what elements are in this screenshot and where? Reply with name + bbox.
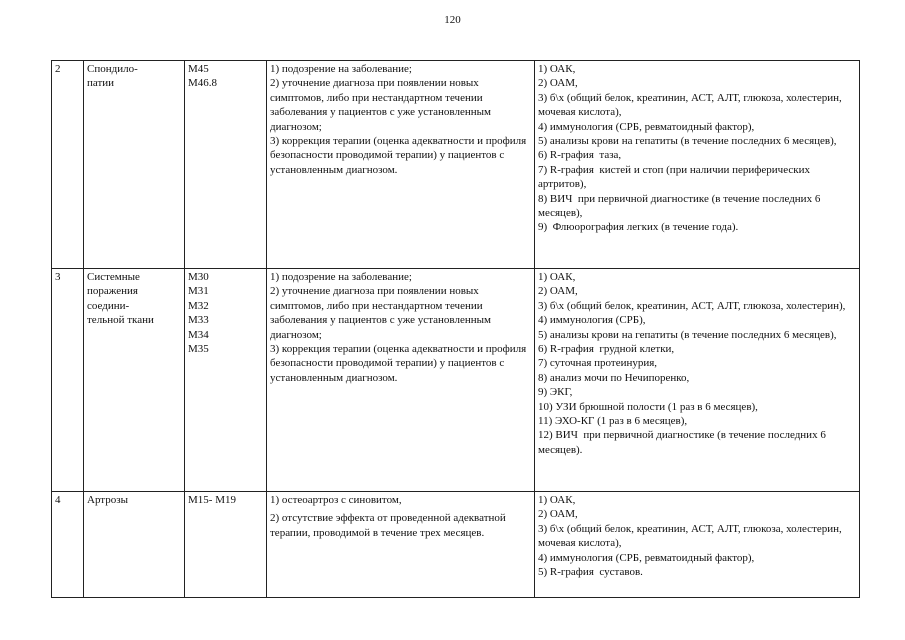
exam-item: 1) ОАК,	[538, 271, 576, 283]
exam-item: 3) б\х (общий белок, креатинин, АСТ, АЛТ, глюкоза, холестерин, мочевая кислота),	[538, 91, 845, 119]
exam-item: 7) суточная протеинурия,	[538, 357, 658, 370]
exam-item: 10) УЗИ брюшной полости (1 раз в 6 месяцев),	[538, 400, 758, 413]
icd-codes	[185, 61, 267, 269]
indication-item: 1) подозрение на заболевание;	[270, 271, 412, 283]
exam-item: 11) ЭХО-КГ (1 раз в 6 месяцев),	[538, 415, 688, 428]
disease-name-line: Системные	[87, 271, 140, 283]
page-number: 120	[444, 14, 461, 26]
examinations	[535, 269, 860, 492]
icd-code: M33	[188, 314, 209, 327]
exam-item: 3) б\х (общий белок, креатинин, АСТ, АЛТ, глюкоза, холестерин),	[538, 299, 846, 312]
disease-name-line: патии	[87, 77, 115, 90]
disease-name-line: Спондило-	[87, 63, 138, 75]
exam-item: 6) R-графия грудной клетки,	[538, 343, 675, 356]
exam-item: 9) Флюорография легких (в течение года).	[538, 221, 739, 234]
disease-name-line: тельной ткани	[87, 314, 154, 327]
examination-table	[51, 60, 860, 598]
row-number: 3	[52, 269, 84, 492]
indication-item: 2) уточнение диагноза при появлении новых симптомов, либо при нестандартном течении заболевания у пациентов с уже установленным диагнозом;	[270, 77, 494, 133]
exam-item: 8) ВИЧ при первичной диагностике (в течение последних 6 месяцев),	[538, 192, 824, 220]
exam-item: 4) иммунология (СРБ, ревматоидный фактор),	[538, 551, 755, 564]
icd-code: M31	[188, 285, 209, 298]
table-row	[52, 61, 860, 269]
icd-code: M32	[188, 299, 209, 312]
row-number: 4	[52, 492, 84, 598]
exam-item: 4) иммунология (СРБ, ревматоидный фактор),	[538, 120, 755, 133]
icd-codes	[185, 269, 267, 492]
exam-item: 5) R-графия суставов.	[538, 566, 643, 579]
indications	[267, 269, 535, 492]
examinations	[535, 61, 860, 269]
disease-name-line: соедини-	[87, 299, 130, 312]
indication-item: 3) коррекция терапии (оценка адекватности и профиля безопасности проводимой терапии) у пациентов с установленным диагнозом.	[270, 343, 529, 384]
exam-item: 8) анализ мочи по Нечипоренко,	[538, 371, 690, 384]
disease-name	[84, 492, 185, 598]
icd-codes	[185, 492, 267, 598]
indication-item: 1) подозрение на заболевание;	[270, 63, 412, 75]
indication-item: 2) уточнение диагноза при появлении новых симптомов, либо при нестандартном течении заболевания у пациентов с уже установленным диагнозом;	[270, 285, 494, 341]
disease-name	[84, 61, 185, 269]
disease-name	[84, 269, 185, 492]
exam-item: 2) ОАМ,	[538, 285, 578, 298]
icd-code: M30	[188, 271, 209, 283]
table-row	[52, 492, 860, 598]
disease-name-line: Артрозы	[87, 494, 128, 506]
indications	[267, 61, 535, 269]
icd-code: M34	[188, 328, 209, 341]
icd-code: M15- M19	[188, 494, 236, 506]
exam-item: 3) б\х (общий белок, креатинин, АСТ, АЛТ, глюкоза, холестерин, мочевая кислота),	[538, 522, 845, 550]
exam-item: 1) ОАК,	[538, 494, 576, 506]
exam-item: 4) иммунология (СРБ),	[538, 314, 646, 327]
exam-item: 2) ОАМ,	[538, 508, 578, 521]
icd-code: M35	[188, 343, 209, 356]
icd-code: M46.8	[188, 77, 218, 90]
exam-item: 2) ОАМ,	[538, 77, 578, 90]
row-number: 2	[52, 61, 84, 269]
indication-item: 3) коррекция терапии (оценка адекватности и профиля безопасности проводимой терапии) у пациентов с установленным диагнозом.	[270, 135, 529, 176]
table-row	[52, 269, 860, 492]
exam-item: 12) ВИЧ при первичной диагностике (в течение последних 6 месяцев).	[538, 429, 829, 456]
exam-item: 6) R-графия таза,	[538, 149, 622, 162]
indication-item: 1) остеоартроз с синовитом,	[270, 494, 402, 506]
disease-name-line: поражения	[87, 285, 138, 298]
exam-item: 5) анализы крови на гепатиты (в течение последних 6 месяцев),	[538, 328, 837, 341]
exam-item: 7) R-графия кистей и стоп (при наличии периферических артритов),	[538, 163, 813, 191]
exam-item: 1) ОАК,	[538, 63, 576, 75]
indications	[267, 492, 535, 598]
icd-code: M45	[188, 63, 209, 75]
indication-item: 2) отсутствие эффекта от проведенной адекватной терапии, проводимой в течение трех месяцев.	[270, 512, 509, 539]
exam-item: 5) анализы крови на гепатиты (в течение последних 6 месяцев),	[538, 135, 837, 148]
examinations	[535, 492, 860, 598]
exam-item: 9) ЭКГ,	[538, 386, 573, 399]
